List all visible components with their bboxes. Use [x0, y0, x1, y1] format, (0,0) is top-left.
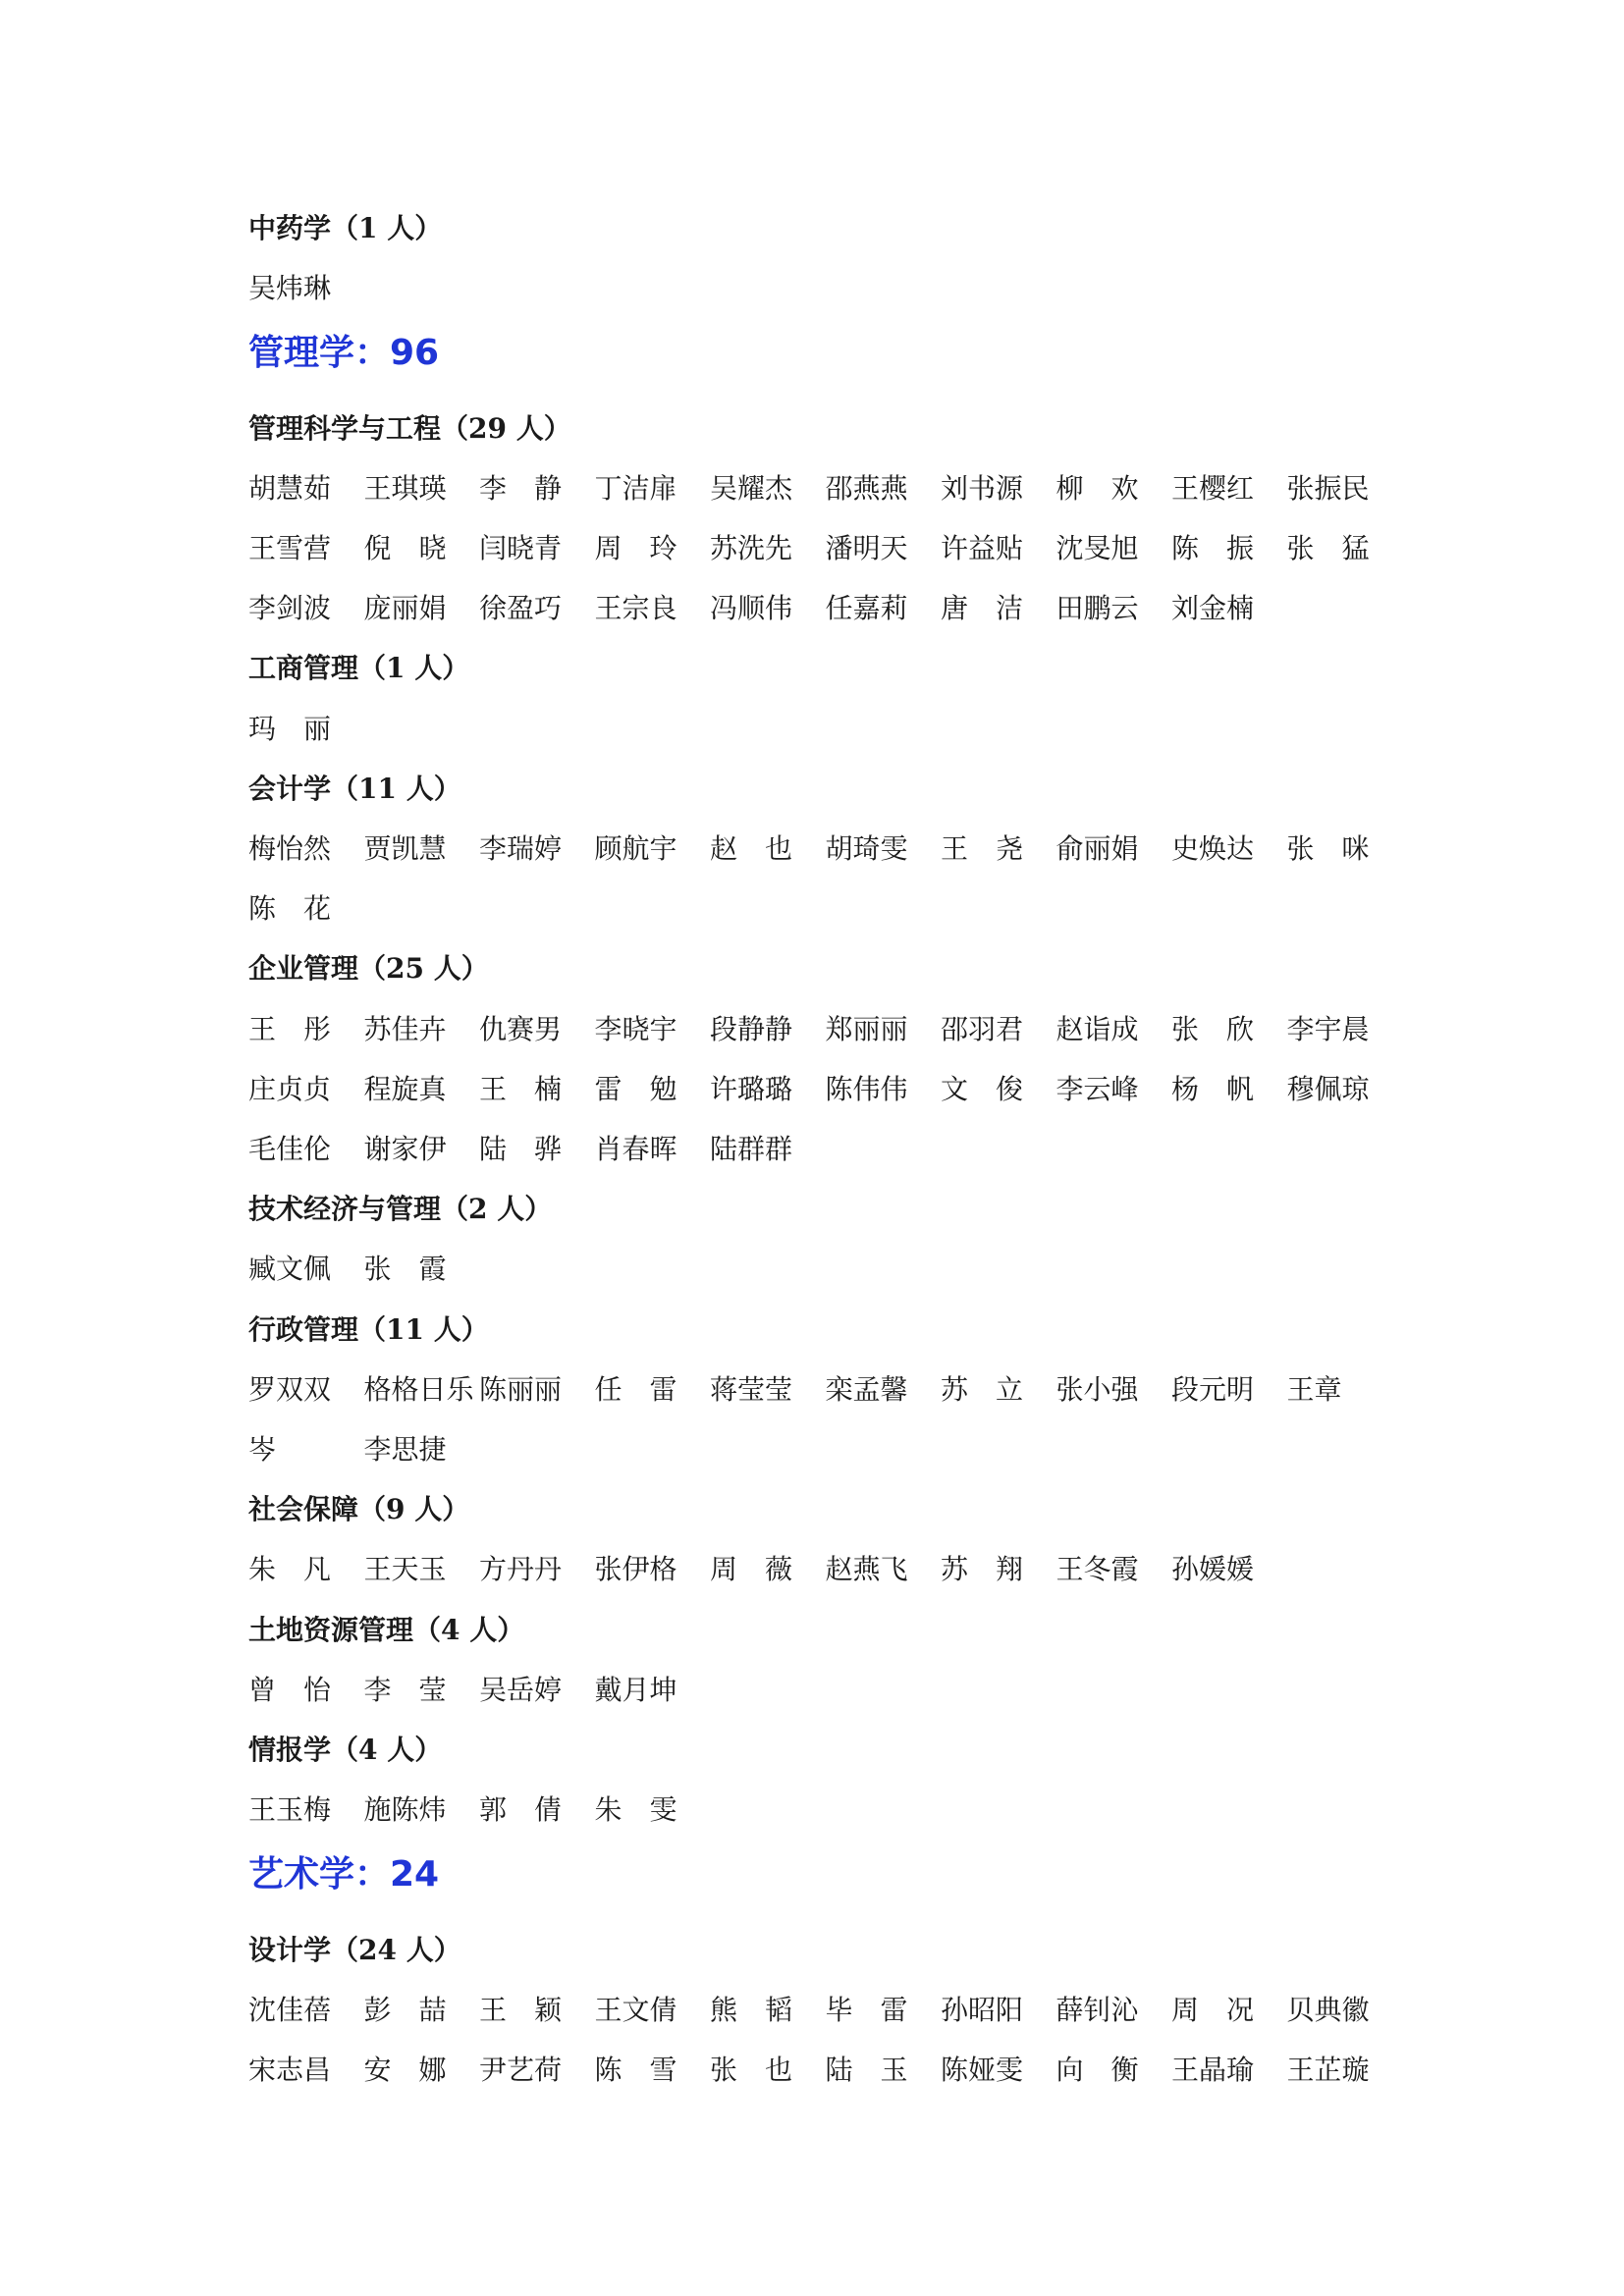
student-name: 王冬霞 — [1056, 1553, 1139, 1586]
category-heading: 管理学：96 — [248, 333, 440, 374]
student-name: 唐 洁 — [941, 592, 1024, 625]
student-name: 格格日乐 — [363, 1372, 474, 1406]
student-name: 张振民 — [1286, 471, 1370, 505]
student-name: 郑丽丽 — [825, 1012, 908, 1045]
student-name: 陆 骅 — [479, 1133, 563, 1165]
student-name: 薛钊沁 — [1056, 1993, 1139, 2026]
student-name: 陈伟伟 — [825, 1072, 908, 1105]
student-name: 李 莹 — [363, 1673, 447, 1706]
student-name: 曾 怡 — [248, 1673, 332, 1706]
student-name: 方丹丹 — [479, 1553, 563, 1586]
student-name: 吴炜琳 — [248, 272, 332, 305]
student-name: 丁洁扉 — [594, 471, 677, 505]
student-name: 胡慧茹 — [248, 471, 332, 505]
student-name: 赵燕飞 — [825, 1553, 908, 1586]
student-name: 俞丽娟 — [1056, 832, 1139, 865]
subject-heading: 设计学（24 人） — [248, 1933, 461, 1966]
student-name: 毕 雷 — [825, 1993, 908, 2026]
student-name: 贝典徽 — [1286, 1993, 1370, 2026]
student-name: 胡琦雯 — [825, 832, 908, 865]
student-name: 陈丽丽 — [479, 1372, 563, 1406]
student-name: 张 欣 — [1171, 1012, 1255, 1045]
student-name: 王 彤 — [248, 1012, 332, 1045]
student-name: 潘明天 — [825, 532, 908, 564]
student-name: 王 尧 — [941, 832, 1024, 865]
student-name: 张 猛 — [1286, 532, 1370, 564]
student-name: 孙昭阳 — [941, 1993, 1024, 2026]
student-name: 王章 — [1286, 1372, 1342, 1406]
student-name: 庞丽娟 — [363, 592, 447, 625]
student-name: 邵燕燕 — [825, 471, 908, 505]
student-name: 刘金楠 — [1171, 592, 1255, 625]
student-name: 朱 凡 — [248, 1553, 332, 1586]
student-name: 王樱红 — [1171, 471, 1255, 505]
student-name: 毛佳伦 — [248, 1133, 332, 1165]
student-name: 冯顺伟 — [710, 592, 793, 625]
student-name: 张小强 — [1056, 1372, 1139, 1406]
student-name: 苏 立 — [941, 1372, 1024, 1406]
student-name: 田鹏云 — [1056, 592, 1139, 625]
subject-heading: 土地资源管理（4 人） — [248, 1613, 525, 1646]
student-name: 王文倩 — [594, 1993, 677, 2026]
student-name: 许璐璐 — [710, 1072, 793, 1105]
student-name: 谢家伊 — [363, 1133, 447, 1165]
student-name: 贾凯慧 — [363, 832, 447, 865]
student-name: 段元明 — [1171, 1372, 1255, 1406]
student-name: 宋志昌 — [248, 2054, 332, 2086]
student-name: 苏佳卉 — [363, 1012, 447, 1045]
student-name: 顾航宇 — [594, 832, 677, 865]
student-name: 安 娜 — [363, 2054, 447, 2086]
student-name: 王晶瑜 — [1171, 2054, 1255, 2086]
student-name: 穆佩琼 — [1286, 1072, 1370, 1105]
student-name: 王宗良 — [594, 592, 677, 625]
student-name: 王 楠 — [479, 1072, 563, 1105]
subject-heading: 中药学（1 人） — [248, 212, 443, 244]
student-name: 赵 也 — [710, 832, 793, 865]
student-name: 程旋真 — [363, 1072, 447, 1105]
student-name: 施陈炜 — [363, 1793, 447, 1827]
student-name: 张 也 — [710, 2054, 793, 2086]
student-name: 李剑波 — [248, 592, 332, 625]
student-name: 戴月坤 — [594, 1673, 677, 1706]
student-name: 沈佳蓓 — [248, 1993, 332, 2026]
student-name: 仇赛男 — [479, 1012, 563, 1045]
student-name: 臧文佩 — [248, 1253, 332, 1286]
student-name: 陈 花 — [248, 892, 332, 926]
student-name: 邵羽君 — [941, 1012, 1024, 1045]
student-name: 柳 欢 — [1056, 471, 1139, 505]
student-name: 李宇晨 — [1286, 1012, 1370, 1045]
student-name: 周 况 — [1171, 1993, 1255, 2026]
student-name: 孙媛媛 — [1171, 1553, 1255, 1586]
student-name: 周 玲 — [594, 532, 677, 564]
subject-heading: 工商管理（1 人） — [248, 652, 470, 685]
student-name: 许益贴 — [941, 532, 1024, 564]
student-name: 岑 — [248, 1433, 277, 1466]
student-name: 闫晓青 — [479, 532, 563, 564]
student-name: 庄贞贞 — [248, 1072, 332, 1105]
subject-heading: 管理科学与工程（29 人） — [248, 411, 571, 445]
student-name: 赵诣成 — [1056, 1012, 1139, 1045]
student-name: 倪 晓 — [363, 532, 447, 564]
student-name: 王天玉 — [363, 1553, 447, 1586]
student-name: 雷 勉 — [594, 1072, 677, 1105]
student-name: 史焕达 — [1171, 832, 1255, 865]
student-name: 沈旻旭 — [1056, 532, 1139, 564]
student-name: 李瑞婷 — [479, 832, 563, 865]
student-name: 梅怡然 — [248, 832, 332, 865]
category-heading: 艺术学：24 — [248, 1854, 440, 1896]
student-name: 陆 玉 — [825, 2054, 908, 2086]
student-name: 吴岳婷 — [479, 1673, 563, 1706]
student-name: 熊 韬 — [710, 1993, 793, 2026]
student-name: 徐盈巧 — [479, 592, 563, 625]
student-name: 王琪瑛 — [363, 471, 447, 505]
student-name: 张 咪 — [1286, 832, 1370, 865]
subject-heading: 技术经济与管理（2 人） — [248, 1193, 553, 1226]
subject-heading: 行政管理（11 人） — [248, 1312, 489, 1346]
student-name: 周 薇 — [710, 1553, 793, 1586]
student-name: 张伊格 — [594, 1553, 677, 1586]
student-name: 任嘉莉 — [825, 592, 908, 625]
student-name: 任 雷 — [594, 1372, 677, 1406]
subject-heading: 社会保障（9 人） — [248, 1493, 470, 1526]
student-name: 李晓宇 — [594, 1012, 677, 1045]
student-name: 肖春晖 — [594, 1133, 677, 1165]
student-name: 张 霞 — [363, 1253, 447, 1286]
student-name: 栾孟馨 — [825, 1372, 908, 1406]
student-name: 李 静 — [479, 471, 563, 505]
subject-heading: 会计学（11 人） — [248, 772, 461, 805]
student-name: 李思捷 — [363, 1433, 447, 1466]
subject-heading: 情报学（4 人） — [248, 1734, 443, 1766]
student-name: 朱 雯 — [594, 1793, 677, 1827]
student-name: 吴耀杰 — [710, 471, 793, 505]
student-name: 文 俊 — [941, 1072, 1024, 1105]
student-name: 王芷璇 — [1286, 2054, 1370, 2086]
student-name: 罗双双 — [248, 1372, 332, 1406]
student-name: 苏 翔 — [941, 1553, 1024, 1586]
student-name: 郭 倩 — [479, 1793, 563, 1827]
student-name: 段静静 — [710, 1012, 793, 1045]
student-name: 杨 帆 — [1171, 1072, 1255, 1105]
student-name: 陈 振 — [1171, 532, 1255, 564]
student-name: 陈娅雯 — [941, 2054, 1024, 2086]
student-name: 王玉梅 — [248, 1793, 332, 1827]
student-name: 蒋莹莹 — [710, 1372, 793, 1406]
student-name: 王 颖 — [479, 1993, 563, 2026]
student-name: 李云峰 — [1056, 1072, 1139, 1105]
student-name: 王雪营 — [248, 532, 332, 564]
student-name: 陈 雪 — [594, 2054, 677, 2086]
student-name: 彭 喆 — [363, 1993, 447, 2026]
student-name: 尹艺荷 — [479, 2054, 563, 2086]
student-name: 刘书源 — [941, 471, 1024, 505]
student-name: 向 衡 — [1056, 2054, 1139, 2086]
student-name: 陆群群 — [710, 1133, 793, 1165]
subject-heading: 企业管理（25 人） — [248, 952, 489, 986]
student-name: 玛 丽 — [248, 712, 332, 745]
student-name: 苏洗先 — [710, 532, 793, 564]
